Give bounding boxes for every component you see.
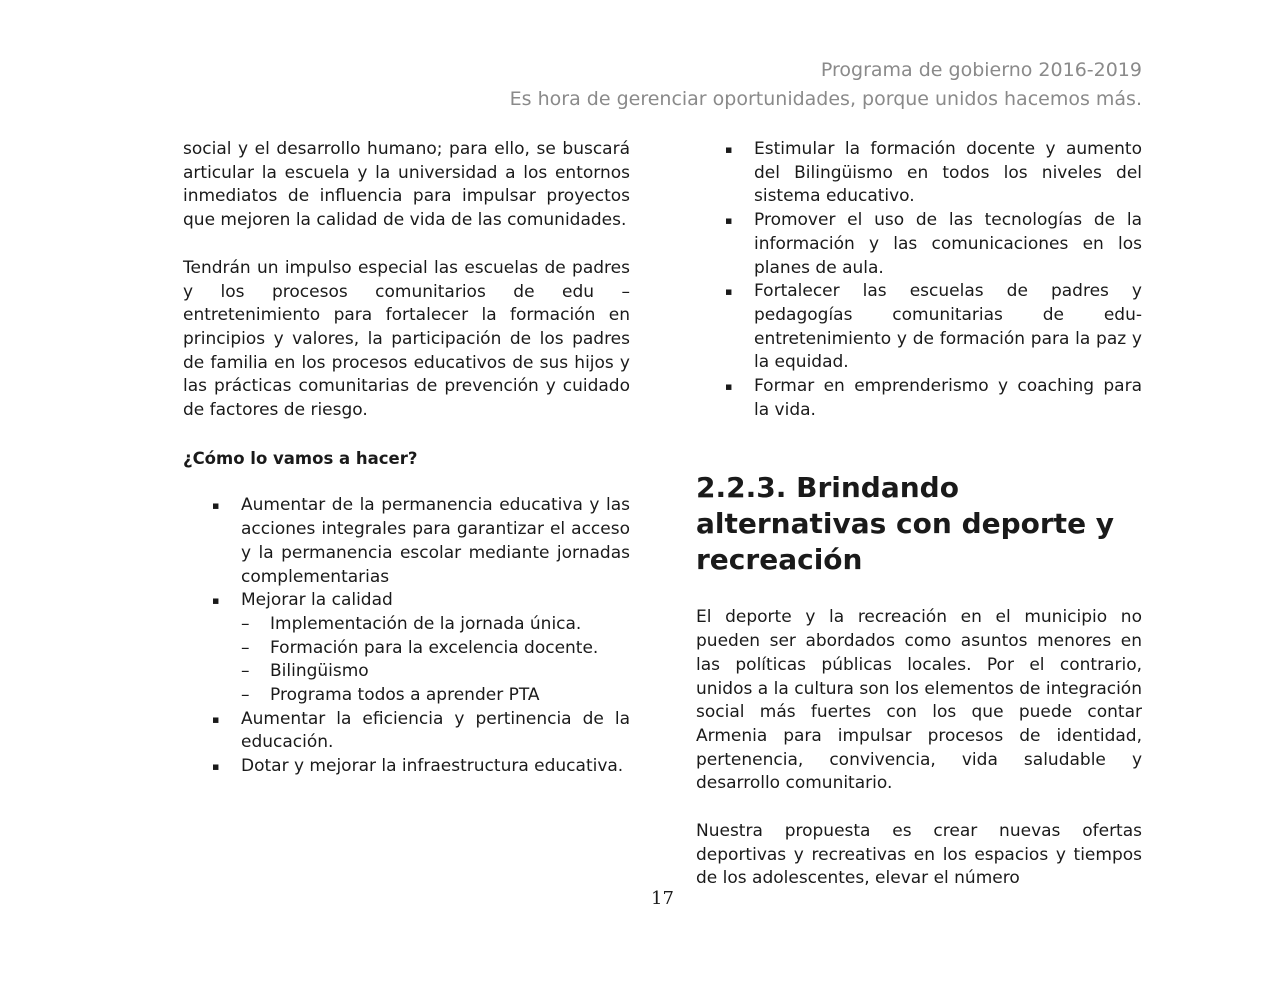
education-bullet-list [696,138,1142,422]
list-item-text: Estimular la formación docente y aumento del Bilingüismo en todos los niveles del sistema educativo. [754,139,1142,207]
sub-list-item-text: Bilingüismo [270,661,369,682]
quality-sub-list [183,613,630,708]
page-number: 17 [651,888,674,909]
square-bullet-icon: ▪ [212,594,220,608]
header-slogan: Es hora de gerenciar oportunidades, porque unidos hacemos más. [509,88,1142,110]
list-item-text: Aumentar la eficiencia y pertinencia de la educación. [241,708,630,753]
sub-list-item [183,660,630,684]
dash-marker: – [241,637,250,658]
running-header [510,56,1142,114]
list-item-text: Promover el uso de las tecnologías de la información y las comunicaciones en los planes de aula. [754,210,1142,278]
section-spacer [696,422,1142,470]
section-title: 2.2.3. Brindando alternativas con deporte y recreación [696,471,1115,577]
header-program-title: Programa de gobierno 2016-2019 [820,59,1142,81]
how-bullet-list-continued [183,708,630,779]
sub-list-item-text: Formación para la excelencia docente. [270,637,599,658]
dash-marker: – [241,613,250,634]
left-paragraph-1: social y el desarrollo humano; para ello, se buscará articular la escuela y la universidad a los entornos inmediatos de influencia para impulsar proyectos que mejoren la calidad de vida de las comunidades. [183,139,630,231]
square-bullet-icon: ▪ [212,760,220,774]
paragraph-spacer [183,470,630,494]
sub-list-item [183,613,630,637]
list-item-text: Mejorar la calidad [241,590,393,611]
sub-list-item [183,684,630,708]
list-item [696,209,1142,280]
right-paragraph-2: Nuestra propuesta es crear nuevas ofertas deportivas y recreativas en los espacios y tiempos de los adolescentes, elevar el número [696,821,1142,889]
how-subheading: ¿Cómo lo vamos a hacer? [183,448,418,468]
sub-list-item-text: Implementación de la jornada única. [270,613,582,634]
paragraph-spacer [183,423,630,447]
right-paragraph-1: El deporte y la recreación en el municipio no pueden ser abordados como asuntos menores en las políticas públicas locales. Por el contrario, unidos a la cultura son los elementos de integración social más fuertes con los que puede contar Armenia para impulsar procesos de identidad, pertenencia, convivencia, vida saludable y desarrollo comunitario. [696,607,1142,794]
paragraph-spacer [696,796,1142,820]
sub-list-item-text: Programa todos a aprender PTA [270,685,540,706]
square-bullet-icon: ▪ [212,499,220,513]
paragraph-spacer [183,233,630,257]
sub-list-item [183,637,630,661]
how-bullet-list [183,494,630,613]
square-bullet-icon: ▪ [212,712,220,726]
square-bullet-icon: ▪ [725,214,733,228]
list-item [183,708,630,755]
dash-marker: – [241,661,250,682]
list-item [183,494,630,589]
left-column [183,138,630,779]
list-item-text: Formar en emprenderismo y coaching para la vida. [754,376,1142,420]
dash-marker: – [241,685,250,706]
section-spacer [696,578,1142,606]
list-item-text: Dotar y mejorar la infraestructura educativa. [241,756,624,777]
list-item [696,375,1142,422]
list-item [696,138,1142,209]
list-item [183,755,630,779]
square-bullet-icon: ▪ [725,143,733,156]
left-paragraph-2: Tendrán un impulso especial las escuelas de padres y los procesos comunitarios de edu – entretenimiento para fortalecer la formación en principios y valores, la participación de los padres de familia en los procesos educativos de sus hijos y las prácticas comunitarias de prevención y cuidado de factores de riesgo. [183,257,630,421]
square-bullet-icon: ▪ [725,380,733,394]
right-column [696,138,1142,891]
list-item [696,280,1142,375]
list-item [183,589,630,613]
list-item-text: Aumentar de la permanencia educativa y las acciones integrales para garantizar el acceso y la permanencia escolar mediante jornadas complementarias [241,495,630,587]
list-item-text: Fortalecer las escuelas de padres y pedagogías comunitarias de edu- entretenimiento y de formación para la paz y la equidad. [754,281,1142,373]
square-bullet-icon: ▪ [725,285,733,299]
